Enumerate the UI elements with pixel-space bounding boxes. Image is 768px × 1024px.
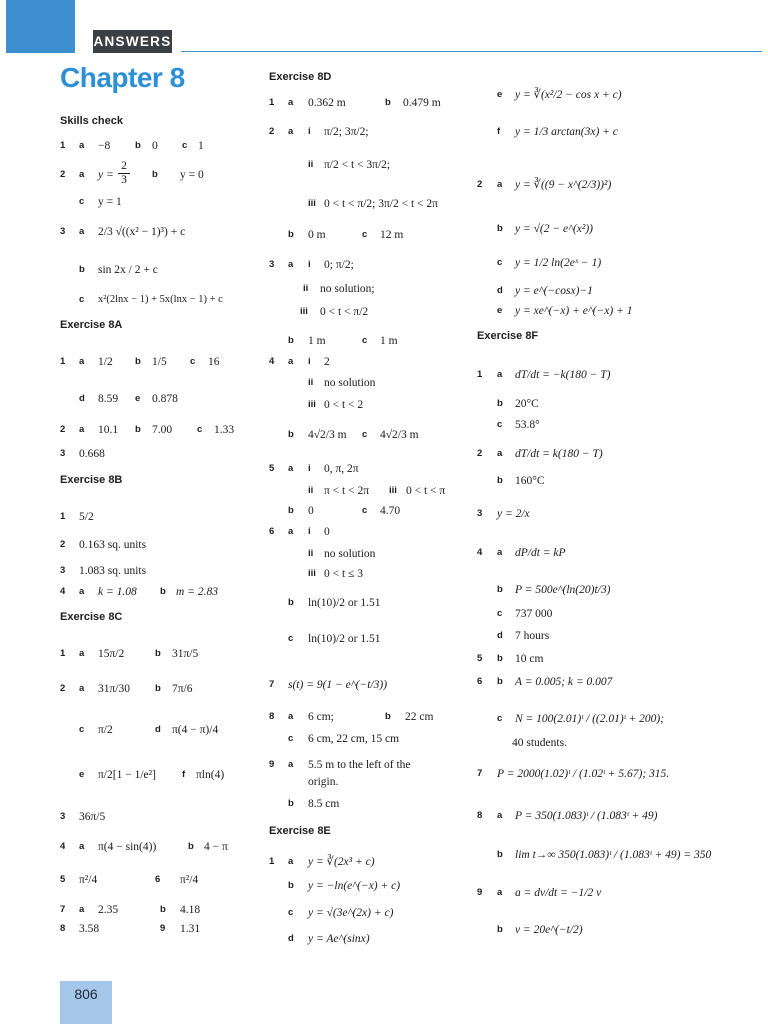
part-label: b <box>188 841 194 852</box>
part-label: b <box>385 711 391 722</box>
subpart-label: iii <box>300 306 308 317</box>
q-number: 3 <box>60 811 66 822</box>
q-number: 5 <box>477 653 483 664</box>
subpart-label: ii <box>303 283 309 294</box>
part-label: b <box>288 335 294 346</box>
answer: π < t < 2π <box>324 485 370 497</box>
answer: 6 cm; <box>308 711 334 723</box>
answer: 0, π, 2π <box>324 463 359 475</box>
part-label: a <box>497 810 503 821</box>
subpart-label: iii <box>308 399 316 410</box>
subpart-label: i <box>308 126 311 137</box>
q-number: 3 <box>60 448 66 459</box>
part-label: c <box>288 907 294 918</box>
answer: y = ∛(x²/2 − cos x + c) <box>515 89 622 101</box>
answer: 7.00 <box>152 424 173 436</box>
subpart-label: ii <box>308 485 314 496</box>
answer: no solution <box>324 377 376 389</box>
q-number: 7 <box>477 768 483 779</box>
answer: 22 cm <box>405 711 434 723</box>
part-label: b <box>135 356 141 367</box>
answer: 0.163 sq. units <box>79 539 147 551</box>
part-label: a <box>288 463 294 474</box>
q-number: 3 <box>269 259 275 270</box>
exercise-8b-heading: Exercise 8B <box>60 474 123 486</box>
answer: 36π/5 <box>79 811 106 823</box>
chapter-title: Chapter 8 <box>60 62 185 93</box>
part-label: b <box>288 229 294 240</box>
answer: 737 000 <box>515 608 553 620</box>
part-label: b <box>160 904 166 915</box>
answer: π/2[1 − 1/e²] <box>98 769 156 781</box>
q-number: 6 <box>477 676 483 687</box>
subpart-label: i <box>308 526 311 537</box>
answer <box>98 157 99 158</box>
answer: A = 0.005; k = 0.007 <box>515 676 613 688</box>
part-label: c <box>182 140 188 151</box>
part-label: c <box>497 608 503 619</box>
part-label: c <box>288 633 294 644</box>
header-rule <box>181 51 762 52</box>
answer: 8.5 cm <box>308 798 340 810</box>
answer: 0 < t ≤ 3 <box>324 568 363 580</box>
q-number: 3 <box>477 508 483 519</box>
answer: 0 <box>308 505 314 517</box>
part-label: c <box>190 356 196 367</box>
exercise-8d-heading: Exercise 8D <box>269 71 332 83</box>
answer: v = 20e^(−t/2) <box>515 924 583 936</box>
answer: dP/dt = kP <box>515 547 566 559</box>
subpart-label: iii <box>308 198 316 209</box>
part-label: a <box>288 711 294 722</box>
q-number: 6 <box>269 526 275 537</box>
part-label: b <box>160 586 166 597</box>
answer: 7 hours <box>515 630 550 642</box>
answer: a = dv/dt = −1/2 v <box>515 887 602 899</box>
answer: 15π/2 <box>98 648 125 660</box>
part-label: a <box>497 887 503 898</box>
part-label: b <box>497 398 503 409</box>
answer: P = 350(1.083)ᵗ / (1.083ᵗ + 49) <box>515 810 658 822</box>
answer: 1.083 sq. units <box>79 565 147 577</box>
answer: π²/4 <box>79 874 98 886</box>
part-label: c <box>79 196 85 207</box>
part-label: a <box>288 356 294 367</box>
q-number: 7 <box>269 679 275 690</box>
part-label: c <box>497 713 503 724</box>
answer: 0 < t < π <box>406 485 446 497</box>
q-number: 2 <box>269 126 275 137</box>
skills-check-heading: Skills check <box>60 115 123 127</box>
q-number: 3 <box>60 565 66 576</box>
q-number: 1 <box>60 140 66 151</box>
answer: y = xe^(−x) + e^(−x) + 1 <box>515 305 633 317</box>
part-label: b <box>385 97 391 108</box>
answer: 2/3 √((x² − 1)³) + c <box>98 226 186 238</box>
part-label: b <box>135 140 141 151</box>
q-number: 1 <box>60 356 66 367</box>
page-number: 806 <box>74 986 98 1002</box>
answer: 4.70 <box>380 505 401 517</box>
answer: y = ∛((9 − x^(2/3))²) <box>515 179 612 191</box>
part-label: c <box>362 335 368 346</box>
answer: y = √(3e^(2x) + c) <box>308 907 394 919</box>
q-number: 1 <box>477 369 483 380</box>
part-label: a <box>288 97 294 108</box>
answer: y = Ae^(sinx) <box>308 933 370 945</box>
part-label: c <box>197 424 203 435</box>
answer: 0 < t < π/2; 3π/2 < t < 2π <box>324 198 438 210</box>
part-label: a <box>497 179 503 190</box>
answer: 6 cm, 22 cm, 15 cm <box>308 733 400 745</box>
part-label: b <box>497 676 503 687</box>
part-label: b <box>497 223 503 234</box>
part-label: a <box>288 126 294 137</box>
q-number: 5 <box>269 463 275 474</box>
part-label: d <box>497 630 503 641</box>
answer: π(4 − π)/4 <box>172 724 219 736</box>
answer: y = e^(−cosx)−1 <box>515 285 593 297</box>
part-label: a <box>79 648 85 659</box>
subpart-label: iii <box>389 485 397 496</box>
answer: 0.668 <box>79 448 105 460</box>
q-number: 4 <box>60 841 66 852</box>
q-number: 2 <box>60 683 66 694</box>
answer: no solution <box>324 548 376 560</box>
q-number: 8 <box>269 711 275 722</box>
part-label: b <box>497 924 503 935</box>
part-label: a <box>79 424 85 435</box>
answer: 0.479 m <box>403 97 441 109</box>
fraction: 2 3 <box>118 160 130 187</box>
answer: 1.31 <box>180 923 201 935</box>
part-label: c <box>79 724 85 735</box>
answer: 1 <box>198 140 204 152</box>
answer: 10.1 <box>98 424 119 436</box>
part-label: c <box>497 419 503 430</box>
q-number: 9 <box>477 887 483 898</box>
answer: −8 <box>98 140 111 152</box>
q-number: 8 <box>477 810 483 821</box>
answer: 8.59 <box>98 393 119 405</box>
part-label: b <box>497 849 503 860</box>
subpart-label: i <box>308 259 311 270</box>
answer: x²(2lnx − 1) + 5x(lnx − 1) + c <box>98 294 223 305</box>
answer: 1/2 <box>98 356 113 368</box>
answer: 20°C <box>515 398 539 410</box>
section-tab: ANSWERS <box>93 30 172 53</box>
part-label: a <box>497 448 503 459</box>
answer: 2 <box>324 356 330 368</box>
part-label: b <box>497 584 503 595</box>
part-label: a <box>79 683 85 694</box>
answer: 4 − π <box>204 841 228 853</box>
subpart-label: i <box>308 356 311 367</box>
answer: 40 students. <box>512 737 567 749</box>
q-number: 6 <box>155 874 161 885</box>
answer: y = ∛(2x³ + c) <box>308 856 375 868</box>
part-label: c <box>288 733 294 744</box>
answer: 3.58 <box>79 923 100 935</box>
answer: 12 m <box>380 229 404 241</box>
answer: 5.5 m to the left of the <box>308 759 411 771</box>
answer: dT/dt = −k(180 − T) <box>515 369 611 381</box>
answer: π/2 <box>98 724 113 736</box>
answer: P = 2000(1.02)ᵗ / (1.02ᵗ + 5.67); 315. <box>497 768 670 780</box>
answer: 0; π/2; <box>324 259 354 271</box>
answer: N = 100(2.01)ᵗ / ((2.01)ᵗ + 200); <box>515 713 665 725</box>
q-number: 8 <box>60 923 66 934</box>
answer: 4√2/3 m <box>308 429 347 441</box>
part-label: b <box>135 424 141 435</box>
part-label: b <box>497 475 503 486</box>
part-label: c <box>497 257 503 268</box>
q-number: 4 <box>60 586 66 597</box>
answer: π(4 − sin(4)) <box>98 841 157 853</box>
part-label: a <box>288 259 294 270</box>
answer: 0 < t < 2 <box>324 399 364 411</box>
answer: ln(10)/2 or 1.51 <box>308 597 381 609</box>
q-number: 1 <box>60 648 66 659</box>
answer: 53.8° <box>515 419 540 431</box>
exercise-8f-heading: Exercise 8F <box>477 330 539 342</box>
answer: 0 <box>152 140 158 152</box>
subpart-label: ii <box>308 548 314 559</box>
part-label: a <box>288 526 294 537</box>
part-label: e <box>79 769 85 780</box>
answer: y = 2/x <box>497 508 530 520</box>
answer: k = 1.08 <box>98 586 137 598</box>
answer: lim t→∞ 350(1.083)ᵗ / (1.083ᵗ + 49) = 350 <box>515 849 712 861</box>
part-label: a <box>79 169 85 180</box>
answer: dT/dt = k(180 − T) <box>515 448 603 460</box>
subpart-label: i <box>308 463 311 474</box>
answer: 1.33 <box>214 424 235 436</box>
q-number: 1 <box>60 511 66 522</box>
answer: πln(4) <box>196 769 225 781</box>
part-label: a <box>288 759 294 770</box>
answer: origin. <box>308 776 339 788</box>
answer: 0 m <box>308 229 326 241</box>
part-label: b <box>288 505 294 516</box>
exercise-8a-heading: Exercise 8A <box>60 319 123 331</box>
part-label: b <box>152 169 158 180</box>
q-number: 2 <box>477 448 483 459</box>
answer: P = 500e^(ln(20)t/3) <box>515 584 611 596</box>
q-number: 7 <box>60 904 66 915</box>
part-label: b <box>288 597 294 608</box>
q-number: 1 <box>269 856 275 867</box>
q-number: 2 <box>60 424 66 435</box>
exercise-8e-heading: Exercise 8E <box>269 825 331 837</box>
answer: 1/5 <box>152 356 167 368</box>
answer: y = 1/3 arctan(3x) + c <box>515 126 618 138</box>
part-label: a <box>79 841 85 852</box>
answer: y = 0 <box>180 169 204 181</box>
answer: 2.35 <box>98 904 119 916</box>
q-number: 1 <box>269 97 275 108</box>
q-number: 2 <box>60 539 66 550</box>
answer: 160°C <box>515 475 545 487</box>
answer: sin 2x / 2 + c <box>98 264 158 276</box>
answer: 1 m <box>380 335 398 347</box>
q-number: 5 <box>60 874 66 885</box>
answer: 4.18 <box>180 904 201 916</box>
part-label: c <box>362 229 368 240</box>
answer: no solution; <box>320 283 375 295</box>
answer: 7π/6 <box>172 683 193 695</box>
answer: 31π/5 <box>172 648 199 660</box>
q-number: 9 <box>160 923 166 934</box>
q-number: 2 <box>60 169 66 180</box>
part-label: e <box>497 89 503 100</box>
part-label: d <box>79 393 85 404</box>
answer: 0.878 <box>152 393 178 405</box>
corner-accent-block <box>6 0 75 53</box>
part-label: a <box>497 547 503 558</box>
part-label: f <box>182 769 186 780</box>
part-label: b <box>288 880 294 891</box>
part-label: f <box>497 126 501 137</box>
answer: ln(10)/2 or 1.51 <box>308 633 381 645</box>
answer: 0 < t < π/2 <box>320 306 369 318</box>
part-label: b <box>497 653 503 664</box>
q-number: 9 <box>269 759 275 770</box>
answer: 1 m <box>308 335 326 347</box>
subpart-label: ii <box>308 159 314 170</box>
part-label: b <box>288 429 294 440</box>
answer: s(t) = 9(1 − e^(−t/3)) <box>288 679 388 691</box>
answer: π/2; 3π/2; <box>324 126 369 138</box>
q-number: 4 <box>477 547 483 558</box>
answer: π/2 < t < 3π/2; <box>324 159 391 171</box>
part-label: a <box>79 904 85 915</box>
answer: y = 1 <box>98 196 122 208</box>
answer-var: y = <box>98 169 114 181</box>
part-label: d <box>288 933 294 944</box>
part-label: a <box>79 226 85 237</box>
part-label: e <box>135 393 141 404</box>
part-label: a <box>79 140 85 151</box>
part-label: c <box>79 294 85 305</box>
part-label: a <box>79 586 85 597</box>
answer: 31π/30 <box>98 683 131 695</box>
part-label: b <box>155 683 161 694</box>
part-label: a <box>79 356 85 367</box>
part-label: b <box>79 264 85 275</box>
answer: m = 2.83 <box>176 586 218 598</box>
answer: 4√2/3 m <box>380 429 419 441</box>
answer: 0 <box>324 526 330 538</box>
answer: 0.362 m <box>308 97 346 109</box>
q-number: 2 <box>477 179 483 190</box>
q-number: 4 <box>269 356 275 367</box>
subpart-label: ii <box>308 377 314 388</box>
answer: y = 1/2 ln(2eˣ − 1) <box>515 257 602 269</box>
part-label: e <box>497 305 503 316</box>
part-label: c <box>362 505 368 516</box>
part-label: a <box>497 369 503 380</box>
part-label: b <box>288 798 294 809</box>
part-label: c <box>362 429 368 440</box>
answer: 16 <box>208 356 220 368</box>
exercise-8c-heading: Exercise 8C <box>60 611 123 623</box>
answer: 5/2 <box>79 511 94 523</box>
answer: y = √(2 − e^(x²)) <box>515 223 594 235</box>
part-label: d <box>155 724 161 735</box>
part-label: d <box>497 285 503 296</box>
subpart-label: iii <box>308 568 316 579</box>
part-label: a <box>288 856 294 867</box>
answer: π²/4 <box>180 874 199 886</box>
answer: 10 cm <box>515 653 544 665</box>
q-number: 3 <box>60 226 66 237</box>
part-label: b <box>155 648 161 659</box>
answer: y = −ln(e^(−x) + c) <box>308 880 401 892</box>
